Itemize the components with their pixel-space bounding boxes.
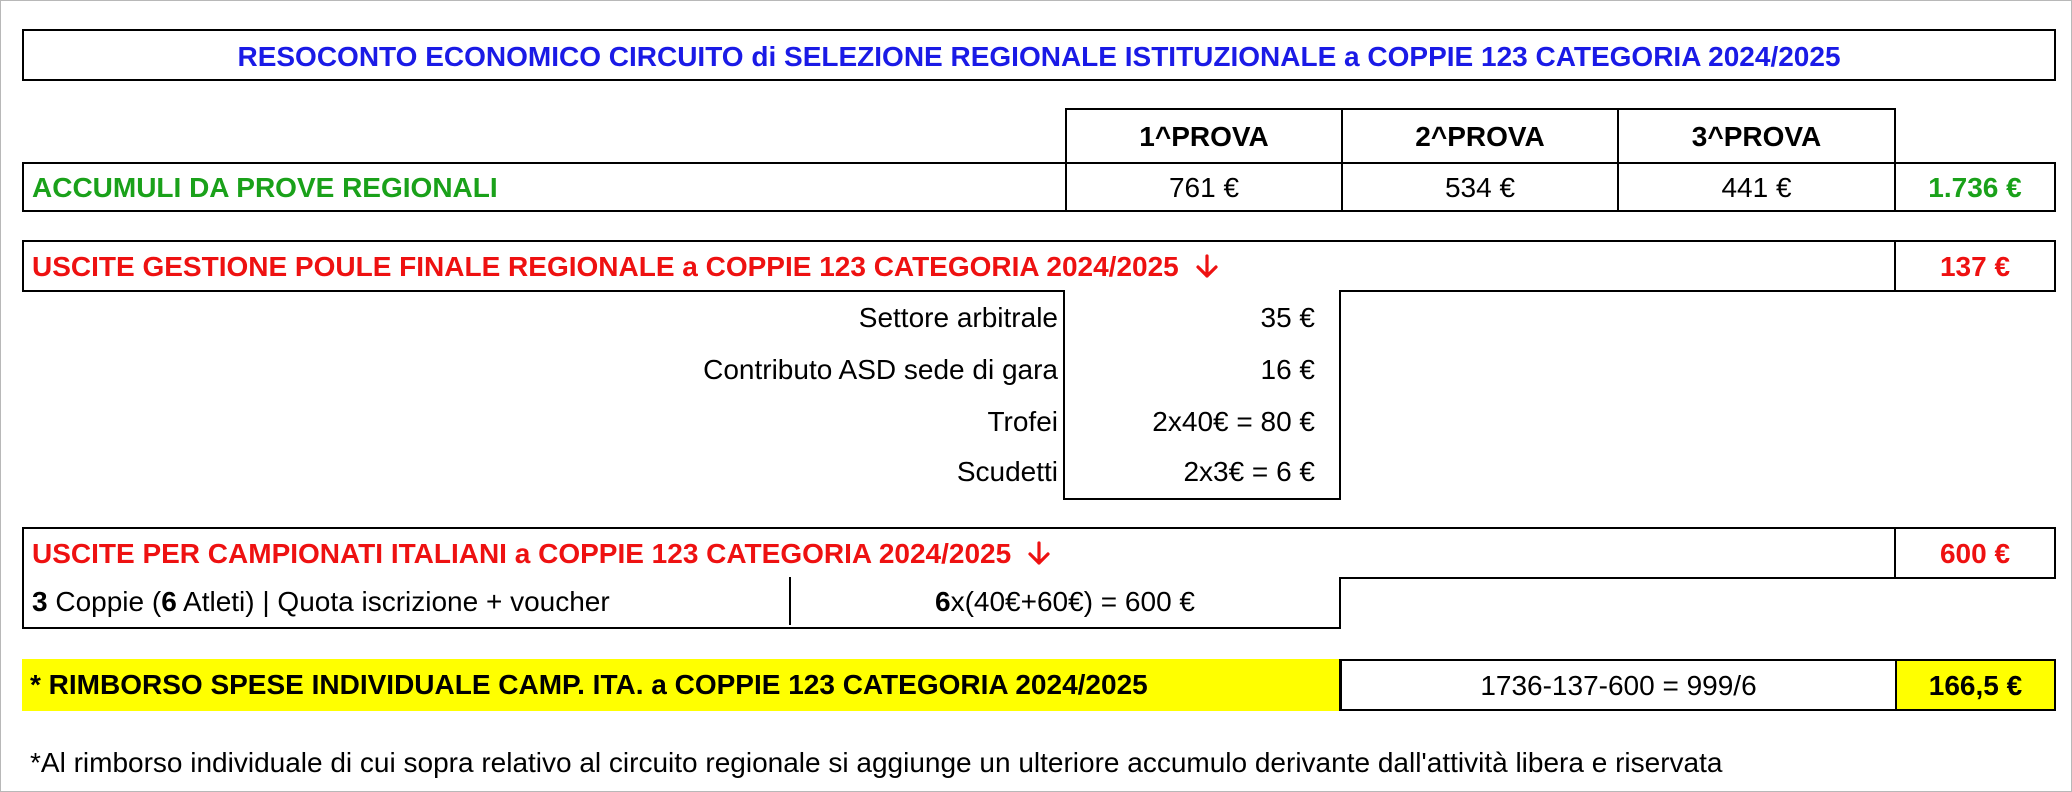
poule-item-label-3: Trofei (987, 406, 1058, 437)
calc-number: 6 (935, 586, 951, 617)
poule-item-value-3: 2x40€ = 80 € (1152, 406, 1315, 437)
poule-total: 137 € (1939, 251, 2011, 282)
campionati-calc (791, 586, 1339, 618)
campionati-total: 600 € (1939, 538, 2011, 569)
rimborso-calc: 1736-137-600 = 999/6 (1480, 670, 1757, 701)
poule-item-value-4: 2x3€ = 6 € (1183, 456, 1315, 487)
poule-label: USCITE GESTIONE POULE FINALE REGIONALE a COPPIE 123 CATEGORIA 2024/2025 (32, 251, 1179, 282)
desc-text: Atleti) | Quota iscrizione + voucher (176, 586, 610, 617)
accumuli-total: 1.736 € (1928, 172, 2022, 203)
column-header-1: 1^PROVA (1139, 121, 1269, 152)
title-box (22, 29, 2056, 81)
poule-item-value-2: 16 € (1260, 354, 1315, 385)
page-title: RESOCONTO ECONOMICO CIRCUITO di SELEZIONE REGIONALE ISTITUZIONALE a COPPIE 123 CATEGORIA 2024/2025 (237, 41, 1841, 72)
campionati-row (22, 527, 2056, 579)
atleti-count: 6 (161, 586, 177, 617)
campionati-label: USCITE PER CAMPIONATI ITALIANI a COPPIE 123 CATEGORIA 2024/2025 (32, 538, 1012, 569)
rimborso-label: * RIMBORSO SPESE INDIVIDUALE CAMP. ITA. a COPPIE 123 CATEGORIA 2024/2025 (30, 669, 1148, 700)
poule-label-wrap (32, 251, 1219, 287)
poule-item-label-1: Settore arbitrale (858, 302, 1058, 333)
desc-text: Coppie ( (47, 586, 162, 617)
calc-text: x(40€+60€) = 600 € (950, 586, 1195, 617)
campionati-description (32, 586, 610, 618)
arrow-down-icon (1027, 541, 1051, 574)
poule-row (22, 240, 2056, 292)
poule-item-label-4: Scudetti (956, 456, 1058, 487)
rimborso-total-cell (1895, 661, 2054, 709)
arrow-down-icon (1195, 254, 1219, 287)
rimborso-total: 166,5 € (1928, 670, 2023, 701)
accumuli-value-1: 761 € (1168, 172, 1240, 203)
rimborso-label-box (22, 659, 1341, 711)
column-header-2: 2^PROVA (1415, 121, 1545, 152)
poule-item-value-1: 35 € (1260, 302, 1315, 333)
accumuli-label: ACCUMULI DA PROVE REGIONALI (32, 172, 498, 203)
column-header-3: 3^PROVA (1691, 121, 1822, 152)
campionati-label-wrap (32, 538, 1051, 574)
coppie-count: 3 (32, 586, 48, 617)
footnote: *Al rimborso individuale di cui sopra relativo al circuito regionale si aggiunge un ulteriore accumulo derivante dall'attività libera e riservata (30, 747, 1723, 778)
rimborso-values-box (1340, 659, 2056, 711)
accumuli-value-3: 441 € (1721, 172, 1792, 203)
campionati-detail-row (22, 577, 1341, 629)
accumuli-row (22, 162, 2056, 212)
column-header-row (1065, 108, 1896, 164)
accumuli-value-2: 534 € (1444, 172, 1516, 203)
poule-item-label-2: Contributo ASD sede di gara (703, 354, 1058, 385)
